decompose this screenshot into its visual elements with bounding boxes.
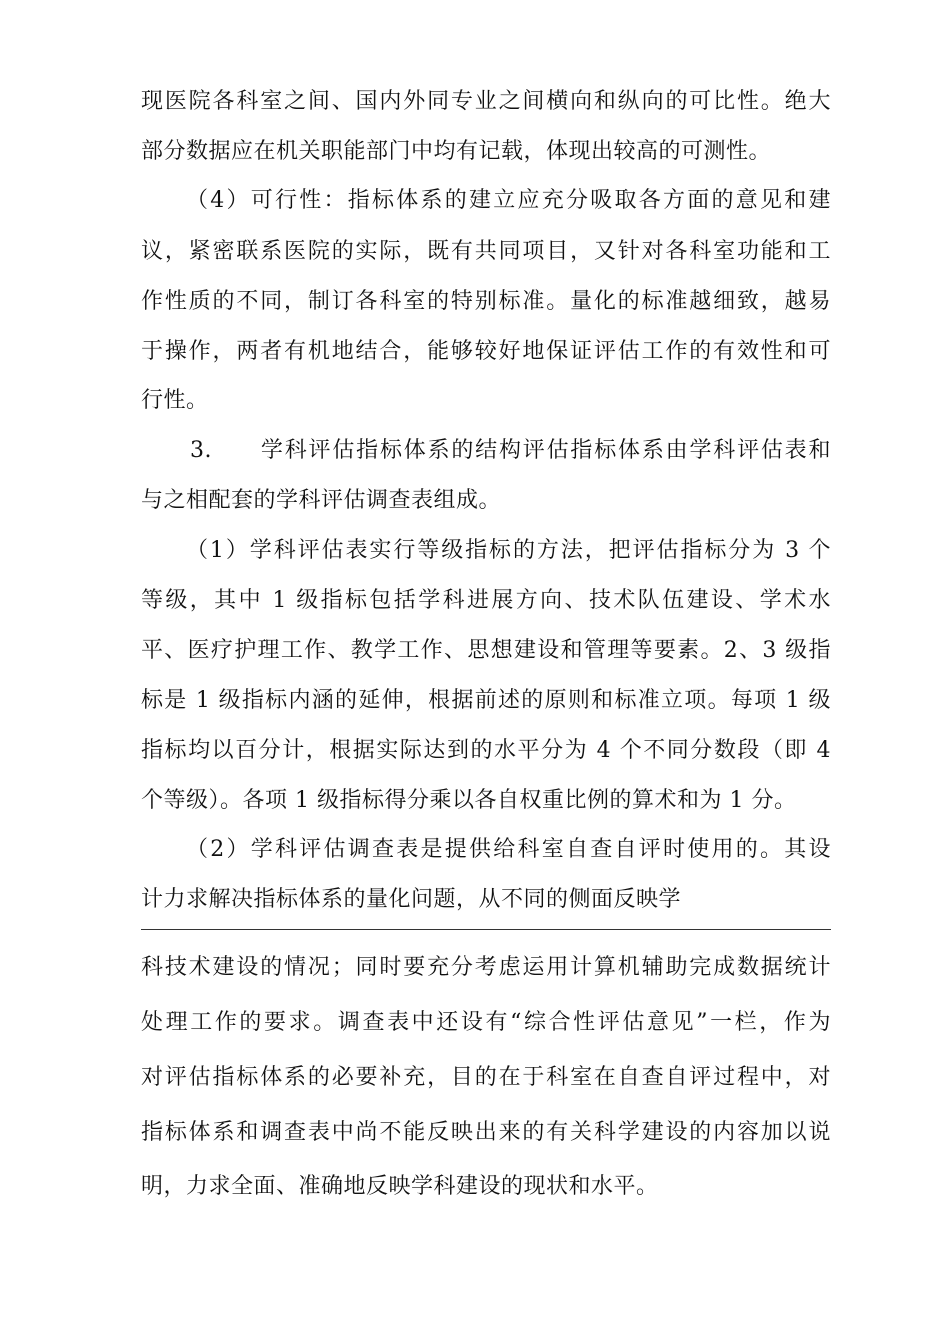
text-line: 议，紧密联系医院的实际，既有共同项目，又针对各科室功能和工 bbox=[141, 239, 831, 264]
text-line: （1）学科评估表实行等级指标的方法，把评估指标分为 3 个 bbox=[186, 538, 831, 563]
text-line: 等级，其中 1 级指标包括学科进展方向、技术队伍建设、学术水 bbox=[141, 588, 831, 613]
text-line: 对评估指标体系的必要补充，目的在于科室在自查自评过程中，对 bbox=[141, 1065, 831, 1090]
text-line: 平、医疗护理工作、教学工作、思想建设和管理等要素。2、3 级指 bbox=[141, 638, 831, 663]
text-line: 行性。 bbox=[141, 388, 209, 413]
text-line: （4）可行性：指标体系的建立应充分吸取各方面的意见和建 bbox=[186, 188, 831, 213]
text-line: 作性质的不同，制订各科室的特别标准。量化的标准越细致，越易 bbox=[141, 289, 831, 314]
text-line: 明，力求全面、准确地反映学科建设的现状和水平。 bbox=[141, 1174, 659, 1199]
text-line: 指标体系和调查表中尚不能反映出来的有关科学建设的内容加以说 bbox=[141, 1120, 831, 1145]
text-line: 科技术建设的情况；同时要充分考虑运用计算机辅助完成数据统计 bbox=[141, 955, 831, 980]
text-line: 计力求解决指标体系的量化问题，从不同的侧面反映学 bbox=[141, 887, 682, 912]
text-line: 指标均以百分计，根据实际达到的水平分为 4 个不同分数段（即 4 bbox=[141, 738, 831, 763]
text-line: 标是 1 级指标内涵的延伸，根据前述的原则和标准立项。每项 1 级 bbox=[141, 688, 831, 713]
text-line: 处理工作的要求。调查表中还设有“综合性评估意见”一栏，作为 bbox=[141, 1010, 831, 1035]
text-line: 部分数据应在机关职能部门中均有记载，体现出较高的可测性。 bbox=[141, 139, 772, 164]
text-line: （2）学科评估调查表是提供给科室自查自评时使用的。其设 bbox=[186, 837, 831, 862]
page-divider bbox=[141, 929, 831, 930]
text-line: 于操作，两者有机地结合，能够较好地保证评估工作的有效性和可 bbox=[141, 339, 831, 364]
text-line: 个等级）。各项 1 级指标得分乘以各自权重比例的算术和为 1 分。 bbox=[141, 788, 797, 813]
section-heading-line: 3. 学科评估指标体系的结构评估指标体系由学科评估表和 bbox=[190, 438, 831, 463]
text-line: 现医院各科室之间、国内外同专业之间横向和纵向的可比性。绝大 bbox=[141, 89, 831, 114]
text-line: 与之相配套的学科评估调查表组成。 bbox=[141, 488, 502, 513]
